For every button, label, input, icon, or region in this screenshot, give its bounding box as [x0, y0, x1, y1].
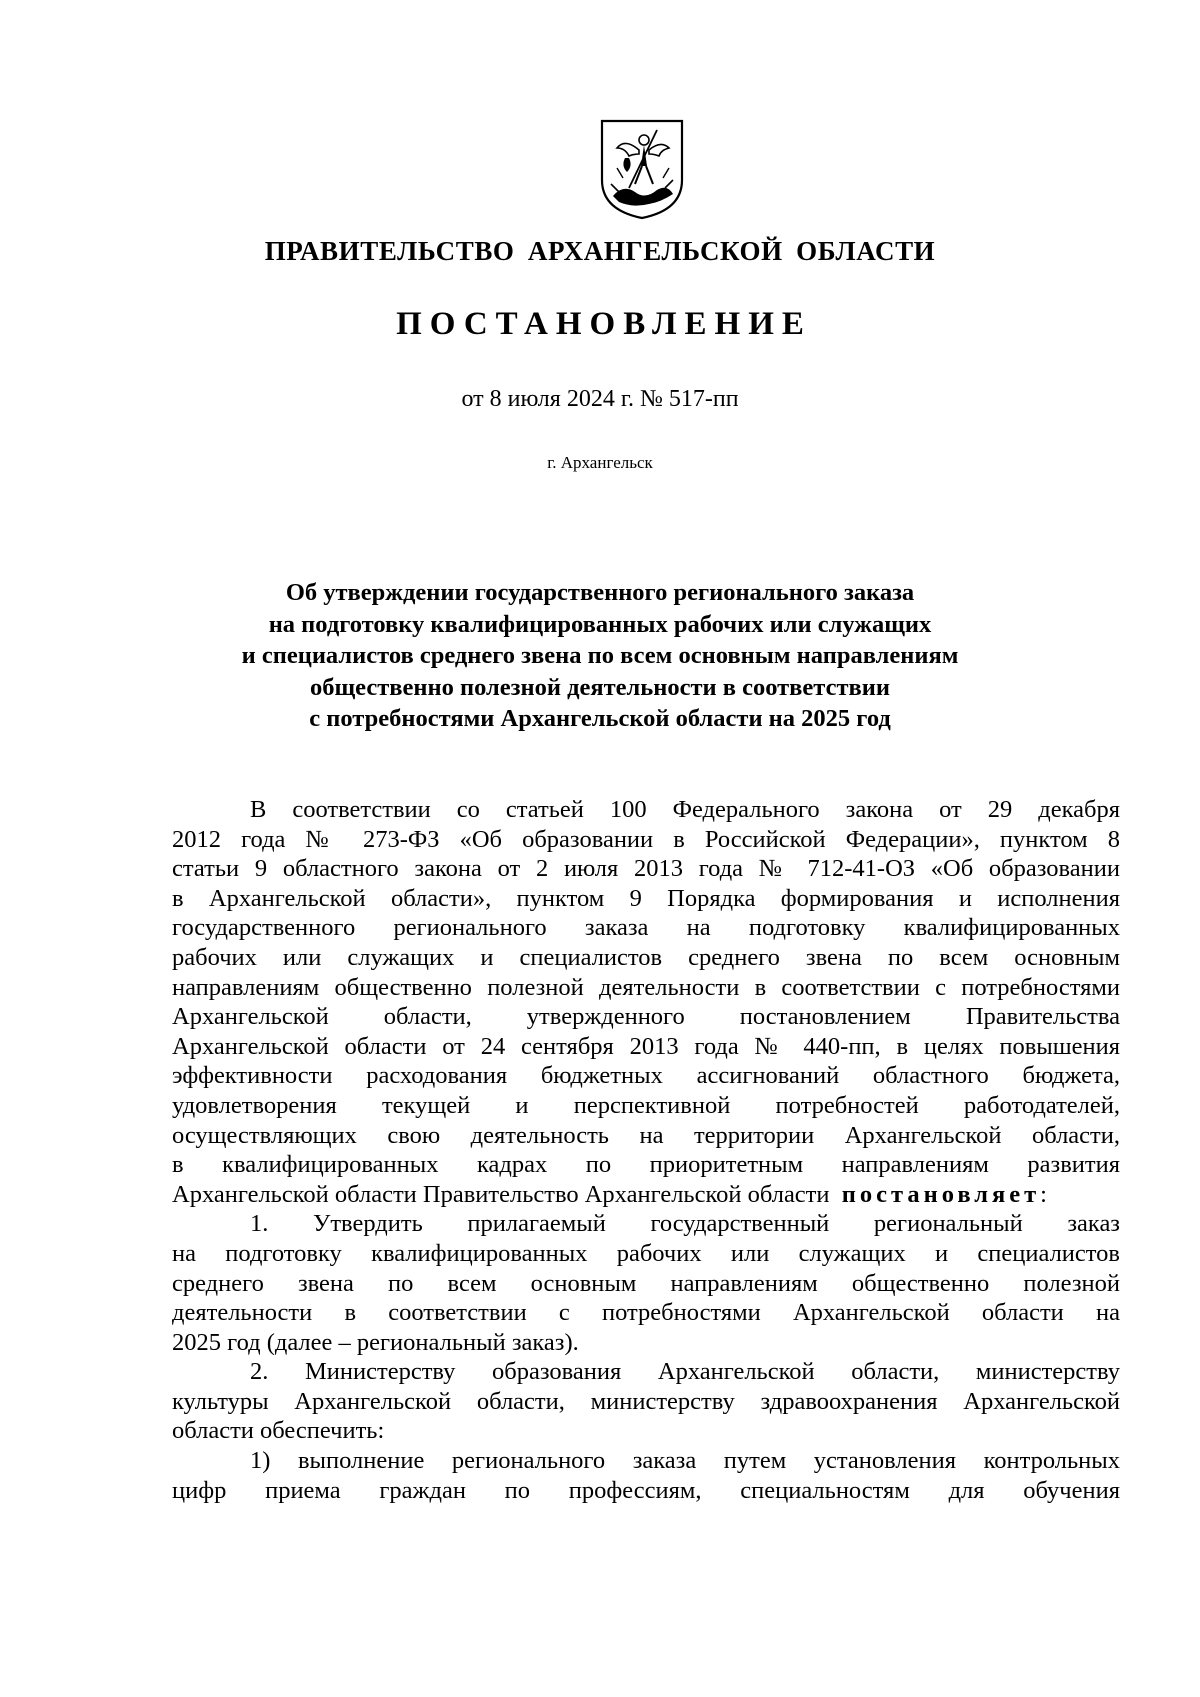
document-body [172, 795, 1120, 1505]
subject-line: на подготовку квалифицированных рабочих или служащих [268, 610, 932, 638]
government-title: ПРАВИТЕЛЬСТВО АРХАНГЕЛЬСКОЙ ОБЛАСТИ [264, 236, 936, 266]
preamble-line: рабочих или служащих и специалистов среднего звена по всем основным [172, 943, 1120, 971]
item2-line: области обеспечить: [172, 1417, 385, 1445]
item1-line: 1. Утвердить прилагаемый государственный региональный заказ [250, 1210, 1120, 1238]
preamble-decree-line [172, 1180, 1120, 1210]
subitem1-line: цифр приема граждан по профессиям, специальностям для обучения [172, 1476, 1120, 1504]
item2-line: культуры Архангельской области, министерству здравоохранения Архангельской [172, 1387, 1120, 1415]
subject-line: с потребностями Архангельской области на 2025 год [309, 705, 891, 732]
preamble-line: государственного регионального заказа на подготовку квалифицированных [172, 914, 1120, 942]
preamble-line: статьи 9 областного закона от 2 июля 2013 года № 712-41-ОЗ «Об образовании [172, 855, 1120, 883]
subject-line: и специалистов среднего звена по всем основным направлениям [241, 642, 959, 669]
preamble-line: В соответствии со статьей 100 Федерального закона от 29 декабря [250, 796, 1120, 823]
subitem1-line: 1) выполнение регионального заказа путем установления контрольных [250, 1447, 1120, 1475]
preamble-line: осуществляющих свою деятельность на территории Архангельской области, [172, 1121, 1120, 1149]
document-date-number: от 8 июля 2024 г. № 517-пп [461, 386, 739, 412]
preamble-line: в Архангельской области», пунктом 9 Порядка формирования и исполнения [172, 884, 1120, 912]
subject-line: Об утверждении государственного регионального заказа [285, 579, 915, 606]
preamble-line: в квалифицированных кадрах по приоритетным направлениям развития [172, 1151, 1120, 1179]
item1-line: деятельности в соответствии с потребностями Архангельской области на [172, 1299, 1120, 1327]
item1-line: на подготовку квалифицированных рабочих или служащих и специалистов [172, 1239, 1120, 1267]
document-type-title: ПОСТАНОВЛЕНИЕ [396, 306, 812, 342]
arkhangelsk-coat-of-arms-icon [599, 118, 685, 221]
preamble-line: 2012 года № 273-ФЗ «Об образовании в Российской Федерации», пунктом 8 [172, 825, 1120, 853]
subject-line: общественно полезной деятельности в соответствии [310, 673, 890, 701]
preamble-line: удовлетворения текущей и перспективной потребностей работодателей, [172, 1091, 1120, 1119]
preamble-line: направлениям общественно полезной деятельности в соответствии с потребностями [172, 973, 1120, 1001]
item1-line: 2025 год (далее – региональный заказ). [172, 1328, 579, 1356]
preamble-line: Архангельской области, утвержденного постановлением Правительства [172, 1003, 1120, 1031]
document-subject [160, 577, 1040, 735]
decree-colon: : [1040, 1180, 1047, 1208]
preamble-line: Архангельской области от 24 сентября 2013 года № 440-пп, в целях повышения [172, 1032, 1120, 1060]
document-city: г. Архангельск [547, 453, 653, 472]
preamble-line: эффективности расходования бюджетных ассигнований областного бюджета, [172, 1062, 1120, 1090]
preamble-last-text: Архангельской области Правительство Архангельской области [172, 1180, 830, 1208]
decree-word: постановляет [841, 1180, 1041, 1208]
item1-line: среднего звена по всем основным направлениям общественно полезной [172, 1269, 1120, 1297]
item2-line: 2. Министерству образования Архангельской области, министерству [250, 1358, 1120, 1386]
